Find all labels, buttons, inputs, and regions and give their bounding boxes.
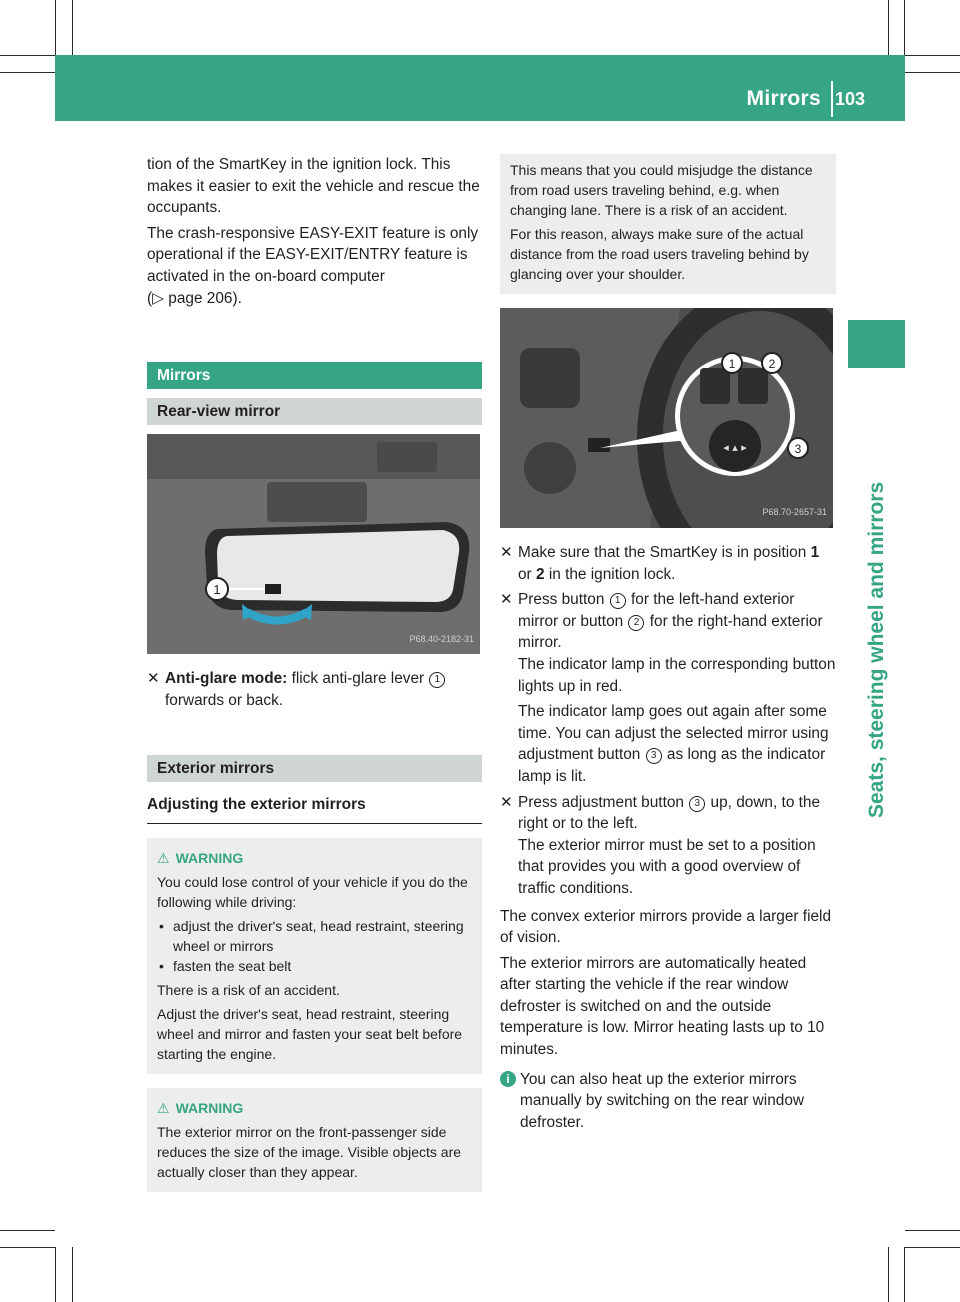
crop-mark (72, 0, 73, 55)
step-marker-icon: ✕ (147, 670, 160, 688)
circled-number: 1 (429, 672, 445, 688)
warning-heading: ⚠ WARNING (157, 849, 244, 866)
fig1-callout-1: 1 (213, 582, 221, 598)
crop-mark (55, 0, 56, 55)
crop-mark (905, 1230, 960, 1231)
page-ref-link[interactable]: page 206). (168, 289, 242, 307)
list-item: • fasten the seat belt (157, 956, 472, 976)
svg-text:◂ ▴ ▸: ◂ ▴ ▸ (723, 441, 747, 454)
instruction-step: ✕ Make sure that the SmartKey is in position 1 or 2 in the ignition lock. (500, 544, 820, 583)
crop-mark (905, 55, 960, 56)
chapter-title: Seats, steering wheel and mirrors (865, 481, 888, 818)
step-marker-icon: ✕ (500, 591, 513, 609)
subheading-adjusting: Adjusting the exterior mirrors (147, 794, 482, 824)
crop-mark (904, 1247, 905, 1302)
list-item: • adjust the driver's seat, head restraint, steering wheel or mirrors (157, 916, 472, 956)
info-icon: i (500, 1071, 516, 1087)
instruction-step: ✕ Press button 1 for the left-hand exterior mirror or button 2 for the right-hand exterior mirror. The indicator lamp in the corresponding button lights up in red. The indicator lamp goes out again after some time. You can adjust the selected mirror using adjustment button 3 as long as the indicator lamp is lit. (500, 591, 836, 785)
warning-box-2: ⚠ WARNING The exterior mirror on the front-passenger side reduces the size of the image. Visible objects are actually closer than they appear. (147, 1088, 482, 1192)
crop-mark (904, 0, 905, 55)
warning-triangle-icon: ⚠ (157, 849, 170, 866)
warning-heading: ⚠ WARNING (157, 1099, 244, 1116)
section-heading-exterior: Exterior mirrors (147, 755, 482, 782)
fig2-callout-2: 2 (768, 357, 776, 371)
mirror-buttons-figure (500, 308, 833, 528)
crop-mark (0, 55, 55, 56)
section-heading-rearview: Rear-view mirror (147, 398, 482, 425)
page-number: 103 (834, 89, 865, 109)
warning-triangle-icon: ⚠ (157, 1099, 170, 1116)
crop-mark (888, 0, 889, 55)
section-heading-mirrors: Mirrors (147, 362, 482, 389)
crop-mark (888, 1247, 889, 1302)
warning-box-1: ⚠ WARNING You could lose control of your vehicle if you do the following while driving: • adjust the driver's seat, head restraint, steering wheel or mirrors • fasten the seat belt There is a risk of an accident. Adjust the driver's seat, head restraint, steering wheel and mirror and fasten your seat belt before starting the engine. (147, 838, 482, 1074)
crop-mark (72, 1247, 73, 1302)
page-ref-icon: ▷ (152, 289, 164, 307)
warning-continuation-box: This means that you could misjudge the distance from road users traveling behind, e.g. when changing lane. There is a risk of an accident. For this reason, always make sure of the actual distance from the road users traveling behind by glancing over your shoulder. (500, 154, 836, 294)
instruction-step: ✕ Anti-glare mode: flick anti-glare lever 1 forwards or back. (147, 668, 482, 711)
crop-mark (905, 72, 960, 73)
info-note: i You can also heat up the exterior mirrors manually by switching on the rear window defroster. (500, 1069, 836, 1134)
header-divider (831, 81, 833, 117)
paragraph: The crash-responsive EASY-EXIT feature is only operational if the EASY-EXIT/ENTRY feature is activated in the on-board computer (▷ page 206). (147, 224, 479, 307)
right-column (500, 154, 836, 1133)
left-column (147, 154, 482, 1192)
figure-code: P68.40-2182-31 (409, 633, 474, 644)
crop-mark (55, 1247, 56, 1302)
instruction-step: ✕ Press adjustment button 3 up, down, to the right or to the left. The exterior mirror must be set to a position that provides you with a good overview of traffic conditions. (500, 793, 821, 897)
paragraph: tion of the SmartKey in the ignition lock. This makes it easier to exit the vehicle and rescue the occupants. (147, 156, 480, 217)
crop-mark (0, 1230, 55, 1231)
step-marker-icon: ✕ (500, 793, 513, 811)
crop-mark (905, 1247, 960, 1248)
door-panel-illustration (500, 308, 833, 528)
paragraph: The convex exterior mirrors provide a larger field of vision. (500, 907, 832, 947)
fig2-callout-1: 1 (728, 357, 736, 371)
chapter-tab (848, 320, 905, 368)
fig2-callout-3: 3 (794, 442, 802, 456)
header-title: Mirrors (746, 87, 821, 110)
crop-mark (0, 72, 55, 73)
paragraph: The exterior mirrors are automatically heated after starting the vehicle if the rear window defroster is switched on and the outside temperature is low. Mirror heating lasts up to 10 minutes. (500, 954, 825, 1059)
crop-mark (0, 1247, 55, 1248)
step-marker-icon: ✕ (500, 544, 513, 561)
rearview-mirror-illustration (147, 434, 480, 654)
rearview-mirror-figure (147, 434, 480, 654)
figure-code: P68.70-2657-31 (762, 507, 827, 518)
page-header (55, 55, 905, 121)
